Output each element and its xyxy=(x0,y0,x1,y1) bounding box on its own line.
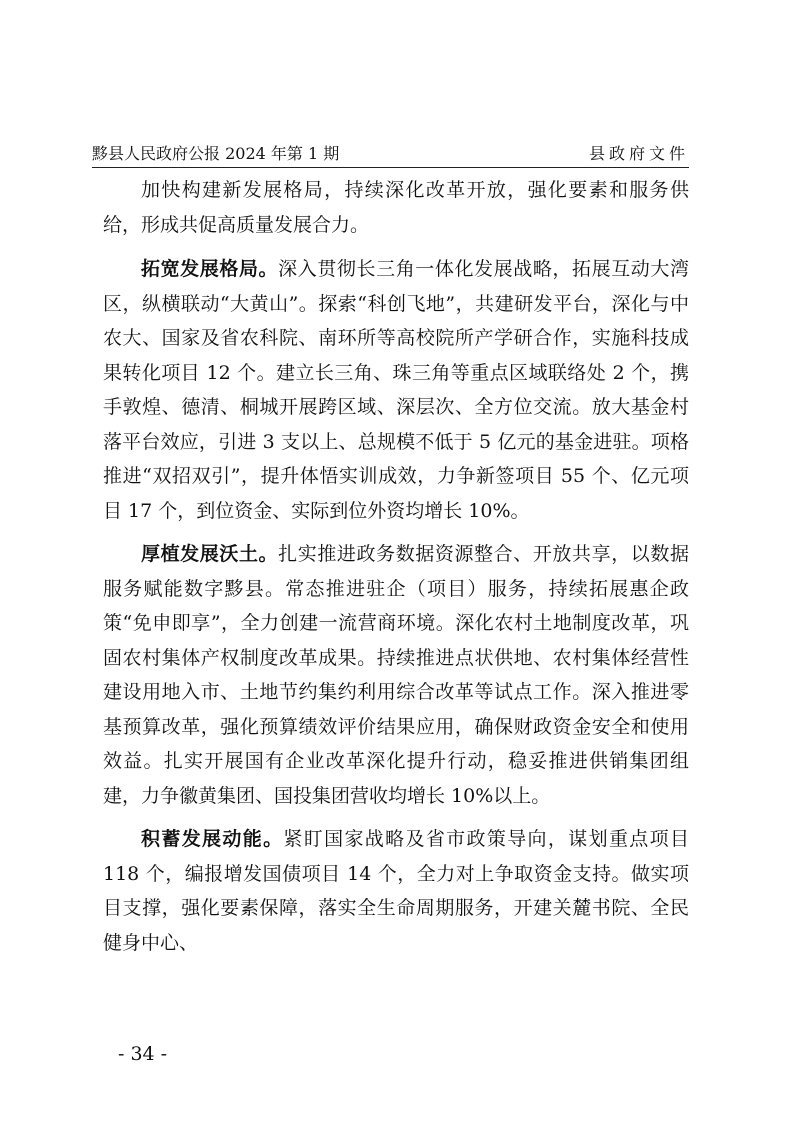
header-publication-title: 黟县人民政府公报 2024 年第 1 期 xyxy=(92,144,340,163)
document-body xyxy=(103,173,689,969)
section-text-cultivate-soil: 扎实推进政务数据资源整合、开放共享，以数据服务赋能数字黟县。常态推进驻企（项目）服务，持续拓展惠企政策“免申即享”，全力创建一流营商环境。深化农村土地制度改革，巩固农村集体产权制度改革成果。持续推进点状供地、农村集体经营性建设用地入市、土地节约集约利用综合改革等试点工作。深入推进零基预算改革，强化预算绩效评价结果应用，确保财政资金安全和使用效益。扎实开展国有企业改革深化提升行动，稳妥推进供销集团组建，力争徽黄集团、国投集团营收均增长 10%以上。 xyxy=(103,543,689,807)
section-paragraph-accumulate-momentum xyxy=(103,822,689,960)
section-paragraph-cultivate-soil xyxy=(103,537,689,813)
running-header xyxy=(92,143,689,167)
page-number: - 34 - xyxy=(118,1043,168,1065)
section-heading-expand-pattern: 拓宽发展格局。 xyxy=(141,258,279,280)
section-heading-accumulate-momentum: 积蓄发展动能。 xyxy=(141,828,284,850)
section-paragraph-expand-pattern xyxy=(103,252,689,528)
intro-paragraph: 加快构建新发展格局，持续深化改革开放，强化要素和服务供给，形成共促高质量发展合力。 xyxy=(103,179,689,236)
section-text-expand-pattern: 深入贯彻长三角一体化发展战略，拓展互动大湾区，纵横联动“大黄山”。探索“科创飞地”，共建研发平台，深化与中农大、国家及省农科院、南环所等高校院所产学研合作，实施科技成果转化项目 12 个。建立长三角、珠三角等重点区域联络处 2 个，携手敦煌、德清、桐城开展跨区域、深层次、全方位交流。放大基金村落平台效应，引进 3 支以上、总规模不低于 5 亿元的基金进驻。项格推进“双招双引”，提升体悟实训成效，力争新签项目 55 个、亿元项目 17 个，到位资金、实际到位外资均增长 10%。 xyxy=(103,258,689,522)
section-text-accumulate-momentum: 紧盯国家战略及省市政策导向，谋划重点项目 118 个，编报增发国债项目 14 个，全力对上争取资金支持。做实项目支撑，强化要素保障，落实全生命周期服务，开建关麓书院、全民健身中心、 xyxy=(103,828,689,954)
header-section-name: 县政府文件 xyxy=(588,144,689,163)
header-divider xyxy=(92,167,689,168)
section-heading-cultivate-soil: 厚植发展沃土。 xyxy=(141,543,279,565)
